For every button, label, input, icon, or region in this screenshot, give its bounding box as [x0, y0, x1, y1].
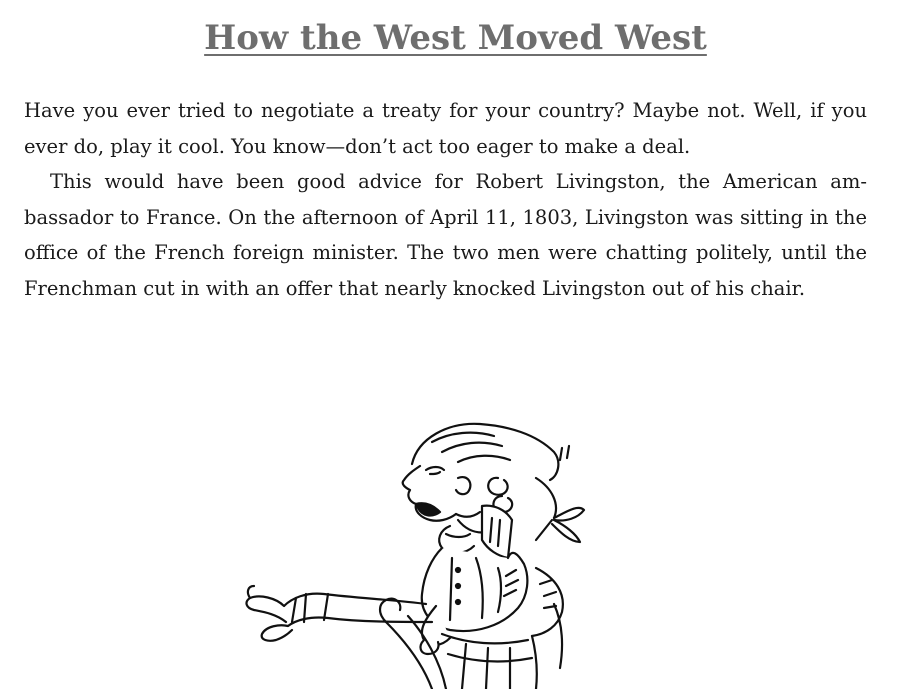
page-title: How the West Moved West	[204, 18, 707, 58]
cartoon-man-falling-from-chair-icon	[236, 408, 606, 689]
paragraph-2: This would have been good advice for Robert Livingston, the American ambassador to France. On the afternoon of April 11, 1803, Livingston was sitting in the office of the French foreign minister. The two men were chatting politely, until the Frenchman cut in with an offer that nearly knocked Livingston out of his chair.	[24, 170, 867, 300]
paragraph-1: Have you ever tried to negotiate a treaty for your country? Maybe not. Well, if you ever do, play it cool. You know—don’t act too eager to make a deal.	[24, 99, 867, 158]
body-text	[24, 93, 867, 306]
